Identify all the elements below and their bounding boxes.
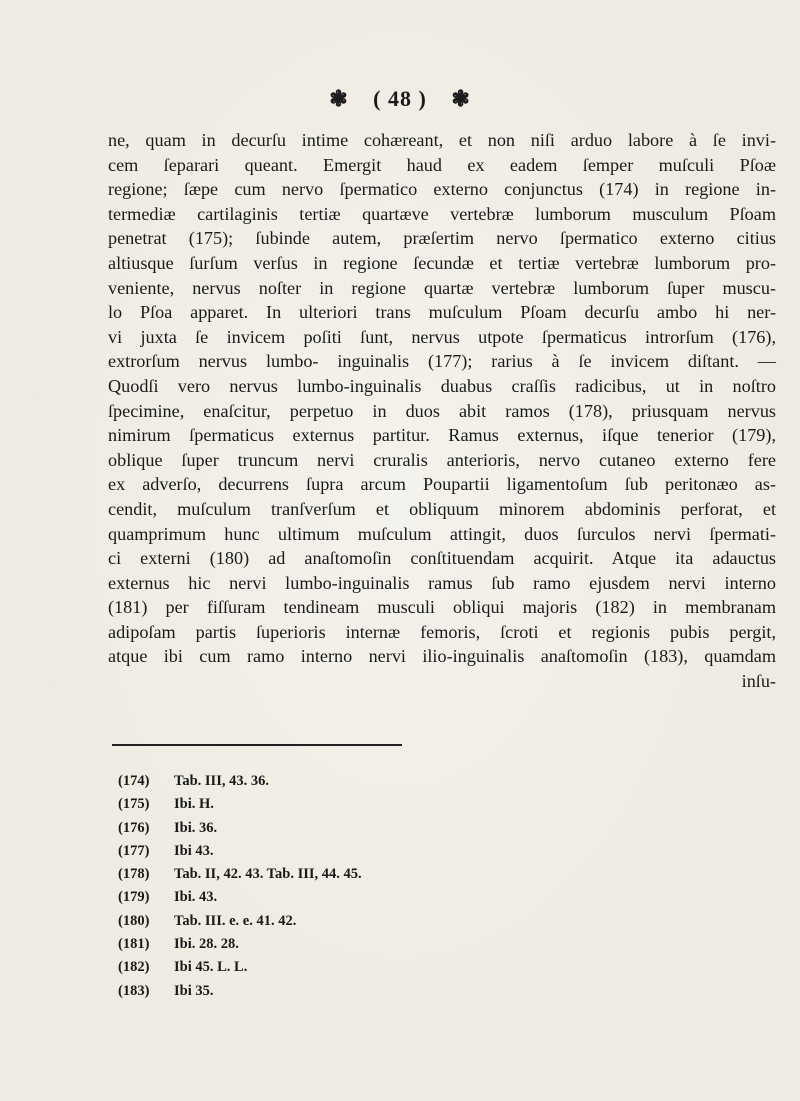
footnote-text: Ibi 45. L. L.: [174, 959, 248, 976]
footnote-number: (179): [118, 889, 150, 906]
footnote-text: Tab. II, 42. 43. Tab. III, 44. 45.: [174, 866, 362, 883]
footnote-divider: [112, 744, 402, 746]
footnote-number: (175): [118, 796, 150, 813]
footnote: [118, 910, 362, 933]
footnote-text: Tab. III, 43. 36.: [174, 773, 269, 789]
text-line: ex adverſo, decurrens ſupra arcum Poupartii ligamentoſum ſub peritonæo as-: [108, 474, 776, 495]
text-line: extrorſum nervus lumbo- inguinalis (177); rarius à ſe invicem diſtant. —: [108, 351, 776, 372]
page-number: ( 48 ): [373, 86, 427, 111]
footnote-number: (183): [118, 982, 150, 999]
text-line: vi juxta ſe invicem poſiti ſunt, nervus utpote ſpermaticus introrſum (176),: [108, 326, 776, 347]
text-line: oblique ſuper truncum nervi cruralis anterioris, nervo cutaneo externo fere: [108, 449, 776, 470]
page-header: [0, 86, 800, 112]
text-line: altiusque ſurſum verſus in regione ſecundæ et tertiæ vertebræ lumborum pro-: [108, 252, 776, 273]
footnote-text: Ibi. 28. 28.: [174, 936, 239, 953]
text-line: (181) per fiſſuram tendineam musculi obliqui majoris (182) in membranam: [108, 597, 776, 618]
footnote-text: Ibi. 43.: [174, 889, 218, 906]
footnote-number: (174): [118, 773, 150, 789]
text-line: cendit, muſculum tranſverſum et obliquum minorem abdominis perforat, et: [108, 498, 776, 519]
catchword: inſu-: [741, 671, 776, 692]
footnote: [118, 980, 362, 1003]
text-line: cem ſeparari queant. Emergit haud ex eadem ſemper muſculi Pſoæ: [108, 154, 776, 175]
footnote: [118, 956, 362, 979]
text-line: adipoſam partis ſuperioris internæ femoris, ſcroti et regionis pubis pergit,: [108, 621, 776, 642]
footnote-number: (180): [118, 912, 150, 929]
text-line: Quodſi vero nervus lumbo-inguinalis duabus craſſis radicibus, ut in noſtro: [108, 375, 776, 396]
footnote: [118, 770, 362, 793]
footnote-number: (176): [118, 819, 150, 836]
footnote: [118, 933, 362, 956]
footnote: [118, 817, 362, 840]
footnote-text: Ibi. H.: [174, 796, 214, 813]
footnote-text: Ibi 35.: [174, 982, 214, 999]
text-line: ci externi (180) ad anaſtomoſin conſtituendam acquirit. Atque ita adauctus: [108, 548, 776, 569]
footnote: [118, 793, 362, 816]
footnote-number: (177): [118, 842, 150, 859]
text-line: externus hic nervi lumbo-inguinalis ramus ſub ramo ejusdem nervi interno: [108, 572, 776, 593]
ornament-left-icon: ❃: [329, 86, 349, 111]
text-line: ne, quam in decurſu intime cohæreant, et non niſi arduo labore à ſe invi-: [108, 130, 776, 150]
footnote: [118, 863, 362, 886]
footnote-text: Ibi 43.: [174, 842, 214, 859]
text-line: termediæ cartilaginis tertiæ quartæve vertebræ lumborum musculum Pſoam: [108, 203, 776, 224]
footnote: [118, 840, 362, 863]
text-line: regione; ſæpe cum nervo ſpermatico externo conjunctus (174) in regione in-: [108, 179, 776, 200]
footnote-number: (181): [118, 936, 150, 953]
footnote-text: Ibi. 36.: [174, 819, 218, 836]
text-line: nimirum ſpermaticus externus partitur. Ramus externus, iſque tenerior (179),: [108, 425, 776, 446]
footnote: [118, 886, 362, 909]
text-line: atque ibi cum ramo interno nervi ilio-inguinalis anaſtomoſin (183), quamdam: [108, 646, 776, 667]
text-line: penetrat (175); ſubinde autem, præſertim nervo ſpermatico externo citius: [108, 228, 776, 249]
footnote-number: (182): [118, 959, 150, 976]
text-line: veniente, nervus noſter in regione quartæ vertebræ lumborum ſuper muscu-: [108, 277, 776, 298]
footnote-text: Tab. III. e. e. 41. 42.: [174, 912, 297, 929]
ornament-right-icon: ❃: [451, 86, 471, 111]
text-line: quamprimum hunc ultimum muſculum attingit, duos ſurculos nervi ſpermati-: [108, 523, 776, 544]
text-line: lo Pſoa apparet. In ulteriori trans muſculum Pſoam decurſu ambo hi ner-: [108, 302, 776, 323]
body-text: [108, 128, 776, 694]
footnotes: [118, 770, 362, 1003]
text-line: ſpecimine, enaſcitur, perpetuo in duos abit ramos (178), priusquam nervus: [108, 400, 776, 421]
footnote-number: (178): [118, 866, 150, 883]
